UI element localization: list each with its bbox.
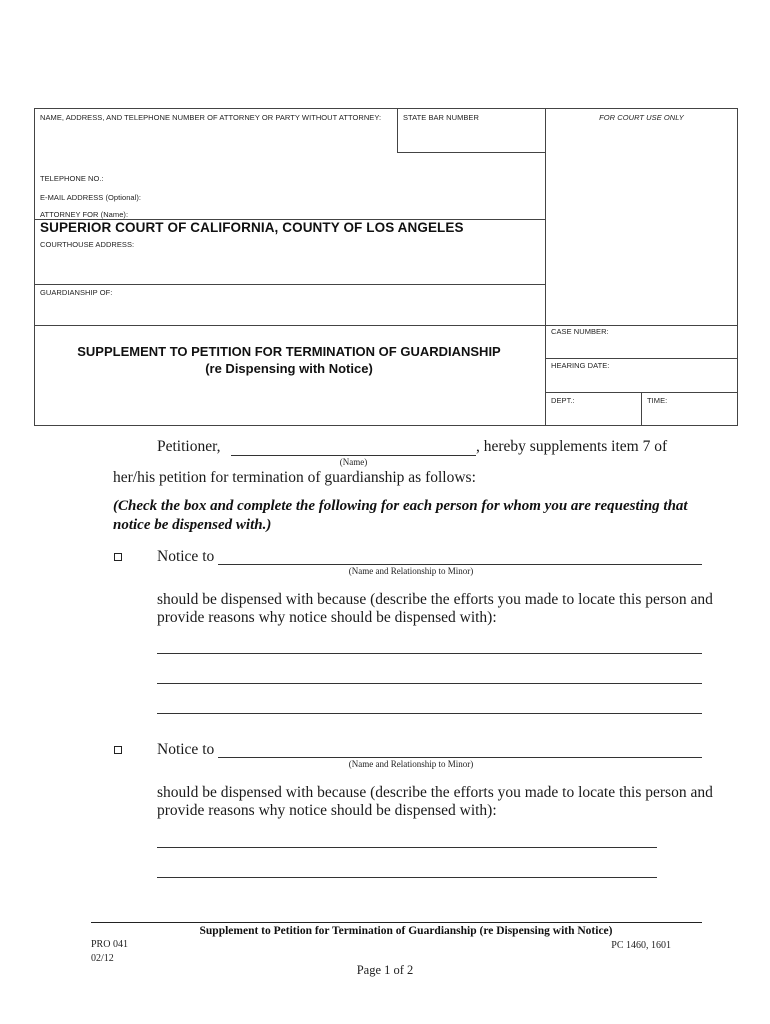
- page-number: Page 1 of 2: [356, 963, 414, 977]
- email-label: E-MAIL ADDRESS (Optional):: [40, 193, 142, 202]
- reason-line-2: provide reasons why notice should be dispensed with):: [157, 802, 497, 819]
- court-use-label: FOR COURT USE ONLY: [599, 113, 684, 122]
- notice-caption: (Name and Relationship to Minor): [348, 566, 474, 576]
- form-date: 02/12: [91, 953, 114, 964]
- name-caption: (Name): [339, 457, 368, 467]
- code-reference: PC 1460, 1601: [611, 940, 671, 951]
- reason-fill-line[interactable]: [157, 653, 702, 654]
- dept-label: DEPT.:: [551, 396, 575, 405]
- form-subtitle: (re Dispensing with Notice): [205, 361, 373, 376]
- case-number-label: CASE NUMBER:: [551, 327, 609, 336]
- hearing-date-label: HEARING DATE:: [551, 361, 610, 370]
- reason-line-1: should be dispensed with because (describe the efforts you made to locate this person and: [157, 784, 713, 801]
- state-bar-bottom: [397, 152, 545, 153]
- notice-checkbox[interactable]: [114, 746, 122, 754]
- court-name: SUPERIOR COURT OF CALIFORNIA, COUNTY OF LOS ANGELES: [40, 220, 464, 235]
- state-bar-divider: [397, 108, 398, 153]
- notice-name-line[interactable]: [218, 757, 702, 758]
- reason-line-1: should be dispensed with because (describe the efforts you made to locate this person and: [157, 591, 713, 608]
- attorney-for-label: ATTORNEY FOR (Name):: [40, 210, 129, 219]
- petition-line: her/his petition for termination of guardianship as follows:: [113, 469, 476, 486]
- telephone-label: TELEPHONE NO.:: [40, 174, 104, 183]
- attorney-label: NAME, ADDRESS, AND TELEPHONE NUMBER OF ATTORNEY OR PARTY WITHOUT ATTORNEY:: [40, 113, 382, 122]
- footer-title: Supplement to Petition for Termination of Guardianship (re Dispensing with Notice): [199, 925, 613, 937]
- time-label: TIME:: [647, 396, 668, 405]
- notice-checkbox[interactable]: [114, 553, 122, 561]
- reason-fill-line[interactable]: [157, 683, 702, 684]
- reason-fill-line[interactable]: [157, 877, 657, 878]
- guardianship-rule: [34, 284, 545, 285]
- petitioner-label: Petitioner,: [157, 438, 221, 455]
- guardianship-label: GUARDIANSHIP OF:: [40, 288, 113, 297]
- reason-line-2: provide reasons why notice should be dispensed with):: [157, 609, 497, 626]
- right-column-divider: [545, 108, 546, 426]
- instructions: (Check the box and complete the following for each person for whom you are requesting that notice be dispensed with.): [113, 498, 688, 533]
- form-number: PRO 041: [91, 939, 128, 950]
- petitioner-name-line[interactable]: [231, 455, 476, 456]
- state-bar-label: STATE BAR NUMBER: [403, 113, 479, 122]
- footer-rule: [91, 922, 702, 923]
- notice-to-label: Notice to: [157, 741, 215, 758]
- case-number-rule: [545, 358, 738, 359]
- dept-time-divider: [641, 392, 642, 426]
- notice-to-label: Notice to: [157, 548, 215, 565]
- caption-outer-border: [34, 108, 738, 426]
- title-section-rule: [34, 325, 738, 326]
- reason-fill-line[interactable]: [157, 847, 657, 848]
- form-title: SUPPLEMENT TO PETITION FOR TERMINATION OF GUARDIANSHIP: [77, 344, 501, 359]
- petitioner-suffix: , hereby supplements item 7 of: [476, 438, 668, 455]
- notice-caption: (Name and Relationship to Minor): [348, 759, 474, 769]
- courthouse-label: COURTHOUSE ADDRESS:: [40, 240, 135, 249]
- reason-fill-line[interactable]: [157, 713, 702, 714]
- notice-name-line[interactable]: [218, 564, 702, 565]
